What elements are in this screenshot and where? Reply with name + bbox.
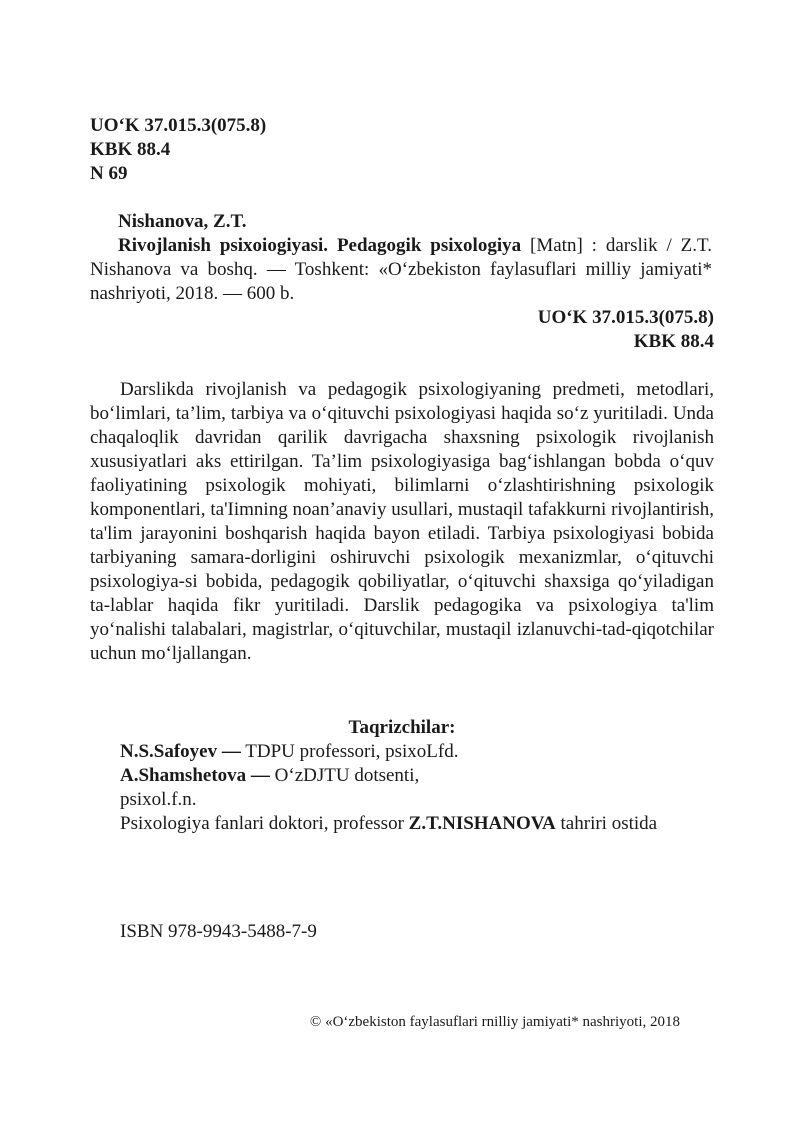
right-bbk-code: KBK 88.4	[633, 331, 714, 352]
right-classification-codes	[538, 306, 714, 354]
record-title: Rivojlanish psixoiogiyasi. Pedagogik psixologiya	[118, 235, 522, 256]
right-udk-code: UO‘K 37.015.3(075.8)	[537, 307, 714, 328]
reviewers-heading: Taqrizchilar:	[348, 717, 456, 738]
editor-note	[90, 812, 714, 836]
bbk-code: KBK 88.4	[90, 139, 171, 160]
reviewer-2-degree: psixol.f.n.	[120, 789, 197, 810]
record-author: Nishanova, Z.T.	[118, 211, 247, 232]
reviewer-2-name: A.Shamshetova —	[120, 765, 270, 786]
reviewer-1	[90, 740, 714, 764]
bibliographic-record	[90, 210, 712, 306]
reviewer-2	[90, 764, 714, 788]
udk-code: UO‘K 37.015.3(075.8)	[90, 115, 267, 136]
editor-prefix: Psixologiya fanlari doktori, professor	[120, 813, 409, 834]
reviewer-1-role: TDPU professori, psixoLfd.	[240, 741, 459, 762]
record-description	[90, 234, 712, 306]
classification-codes	[90, 114, 266, 186]
abstract-paragraph: Darslikda rivojlanish va pedagogik psixologiyaning predmeti, metodlari, bo‘limlari, ta’lim, tarbiya va o‘qituvchi psixologiyasi haqida so‘z yuritiladi. Unda chaqaloqlik davridan qarilik davrigacha shaxsning psixologik rivojlanish xususiyatlari aks ettirilgan. Ta’lim psixologiyasiga bag‘ishlangan bobda o‘quv faoliyatining psixologik mohiyati, bilimlarni o‘zlashtirishning psixologik komponentlari, ta'Iimning noan’anaviy usullari, mustaqil tafakkurni rivojlantirish, ta'lim jarayonini boshqarish haqida bayon etiladi. Tarbiya psixologiyasi bobida tarbiyaning samara-dorligini oshiruvchi psixologik mexanizmlar, o‘qituvchi psixologiya-si bobida, pedagogik qobiliyatlar, o‘qituvchi shaxsiga qo‘yiladigan ta-lablar haqida fikr yuritiladi. Darslik pedagogika va psixologiya ta'lim yo‘nalishi talabalari, magistrlar, o‘qituvchilar, mustaqil izlanuvchi-tad-qiqotchilar uchun mo‘ljallangan.	[90, 379, 714, 664]
reviewers-section	[90, 716, 714, 836]
reviewer-2-role: O‘zDJTU dotsenti,	[269, 765, 420, 786]
record-details: [Matn] : darslik / Z.T. Nishanova va boshq. — Toshkent: «O‘zbekiston faylasuflari milliy jamiyati* nashriyoti, 2018. — 600 b.	[90, 235, 712, 304]
isbn-number: ISBN 978-9943-5488-7-9	[120, 921, 317, 942]
editor-name: Z.T.NISHANOVA	[408, 813, 556, 834]
editor-suffix: tahriri ostida	[555, 813, 658, 834]
author-mark: N 69	[90, 163, 128, 184]
reviewer-1-name: N.S.Safoyev —	[120, 741, 241, 762]
copyright-notice: © «O‘zbekiston faylasuflari rnilliy jamiyati* nashriyoti, 2018	[309, 1014, 680, 1030]
